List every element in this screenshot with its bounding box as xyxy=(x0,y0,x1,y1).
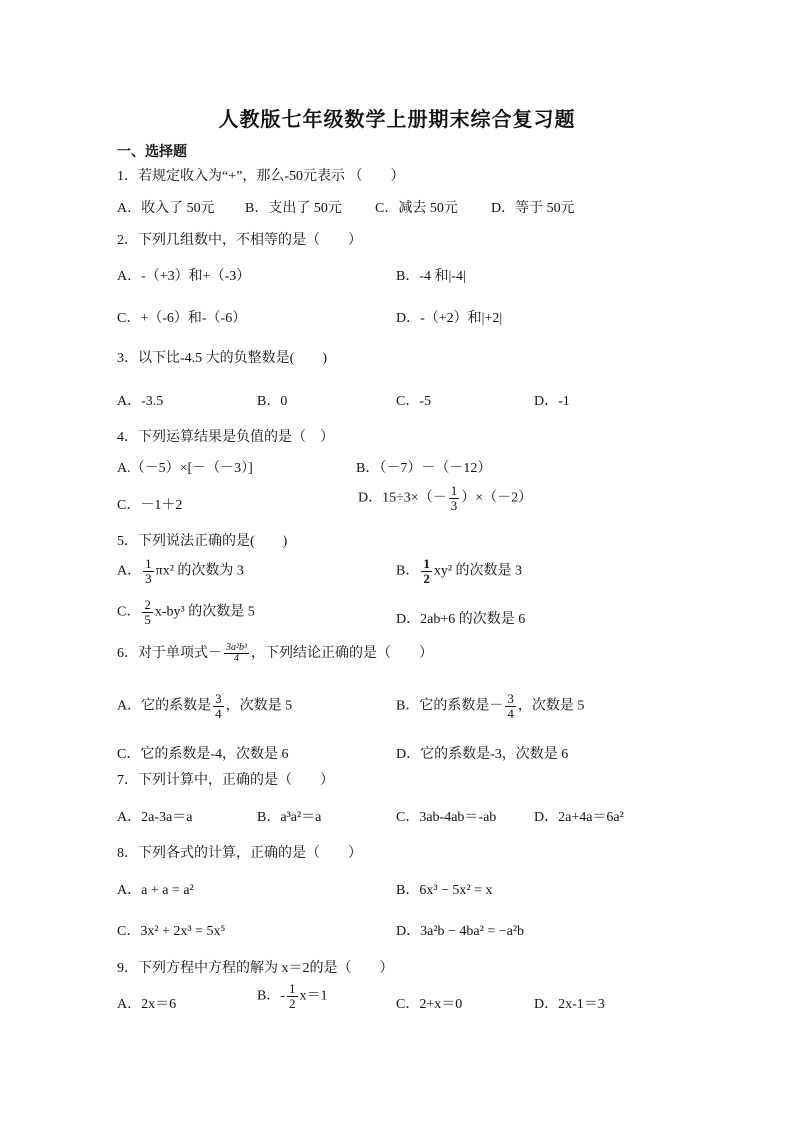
q1-option-d: D．等于 50元 xyxy=(491,201,575,216)
q4-option-d: D．15÷3×（－ $\frac{1}{3}$ ）×（－2） xyxy=(358,483,533,513)
q1-option-c: C．减去 50元 xyxy=(375,201,458,216)
q6-option-d: D．它的系数是-3，次数是 6 xyxy=(396,747,569,762)
q7-option-c: C．3ab-4ab＝-ab xyxy=(396,810,497,825)
q4-option-b: B．（－7）－（－12） xyxy=(356,461,492,476)
q8-option-b: B．6x³ − 5x² = x xyxy=(396,883,493,898)
section-heading: 一、选择题 xyxy=(117,145,187,160)
q1-option-a: A．收入了 50元 xyxy=(117,201,215,216)
fraction: $\frac{3}{4}$ xyxy=(215,691,222,721)
q7-option-a: A．2a-3a＝a xyxy=(117,810,193,825)
q3-option-b: B．0 xyxy=(257,394,288,409)
q9-option-a: A．2x＝6 xyxy=(117,997,177,1012)
fraction: $\frac{1}{2}$ xyxy=(423,556,430,586)
q8-option-d: D．3a²b − 4ba² = −a²b xyxy=(396,924,525,939)
question-1-stem: 1．若规定收入为“+”，那么-50元表示 （ ） xyxy=(117,169,405,184)
fraction: $\frac{1}{3}$ xyxy=(145,556,152,586)
question-4-stem: 4．下列运算结果是负值的是（ ） xyxy=(117,430,334,445)
q3-option-c: C．-5 xyxy=(396,394,431,409)
q5-option-c: C． $\frac{2}{5}$ x-by³ 的次数是 5 xyxy=(117,597,255,627)
q9-option-d: D．2x-1＝3 xyxy=(534,997,605,1012)
q2-option-c: C．+（-6）和-（-6） xyxy=(117,311,247,326)
fraction: $\frac{\text{3a²b³}}{4}$ xyxy=(226,641,247,665)
q4-option-a: A.（－5）×[－（－3）] xyxy=(117,461,253,476)
fraction: $\frac{3}{4}$ xyxy=(507,691,514,721)
q6-option-b: B．它的系数是－ $\frac{3}{4}$ ，次数是 5 xyxy=(396,691,585,721)
q2-option-d: D．-（+2）和|+2| xyxy=(396,311,503,326)
question-9-stem: 9．下列方程中方程的解为 x＝2的是（ ） xyxy=(117,961,394,976)
q5-option-a: A． $\frac{1}{3}$ πx² 的次数为 3 xyxy=(117,556,244,586)
question-6-stem: 6．对于单项式－ $\frac{\text{3a²b³}}{4}$ ，下列结论正确的是（ ） xyxy=(117,641,433,665)
q1-option-b: B．支出了 50元 xyxy=(245,201,342,216)
q6-option-a: A．它的系数是 $\frac{3}{4}$ ，次数是 5 xyxy=(117,691,293,721)
q2-option-a: A．-（+3）和+（-3） xyxy=(117,269,251,284)
question-7-stem: 7．下列计算中，正确的是（ ） xyxy=(117,773,334,788)
q6-option-c: C．它的系数是-4，次数是 6 xyxy=(117,747,289,762)
q2-option-b: B．-4 和|-4| xyxy=(396,269,466,284)
question-3-stem: 3．以下比-4.5 大的负整数是( ) xyxy=(117,351,327,366)
q3-option-d: D．-1 xyxy=(534,394,570,409)
q8-option-a: A．a + a = a² xyxy=(117,883,194,898)
question-5-stem: 5．下列说法正确的是( ) xyxy=(117,534,288,549)
q4-option-c: C．－1＋2 xyxy=(117,498,183,513)
q3-option-a: A．-3.5 xyxy=(117,394,164,409)
q8-option-c: C．3x² + 2x³ = 5x⁵ xyxy=(117,924,226,939)
q9-option-b: B．- $\frac{1}{2}$ x＝1 xyxy=(257,981,328,1011)
fraction: $\frac{2}{5}$ xyxy=(144,597,151,627)
q9-option-c: C．2+x＝0 xyxy=(396,997,463,1012)
q5-option-d: D．2ab+6 的次数是 6 xyxy=(396,612,526,627)
fraction: $\frac{1}{2}$ xyxy=(289,981,296,1011)
question-2-stem: 2．下列几组数中，不相等的是（ ） xyxy=(117,233,362,248)
q5-option-b: B． $\frac{1}{2}$ xy² 的次数是 3 xyxy=(396,556,523,586)
page-title: 人教版七年级数学上册期末综合复习题 xyxy=(218,109,576,131)
q7-option-b: B．a³a²＝a xyxy=(257,810,322,825)
question-8-stem: 8．下列各式的计算，正确的是（ ） xyxy=(117,846,362,861)
fraction: $\frac{1}{3}$ xyxy=(450,483,458,513)
q7-option-d: D．2a+4a＝6a² xyxy=(534,810,624,825)
